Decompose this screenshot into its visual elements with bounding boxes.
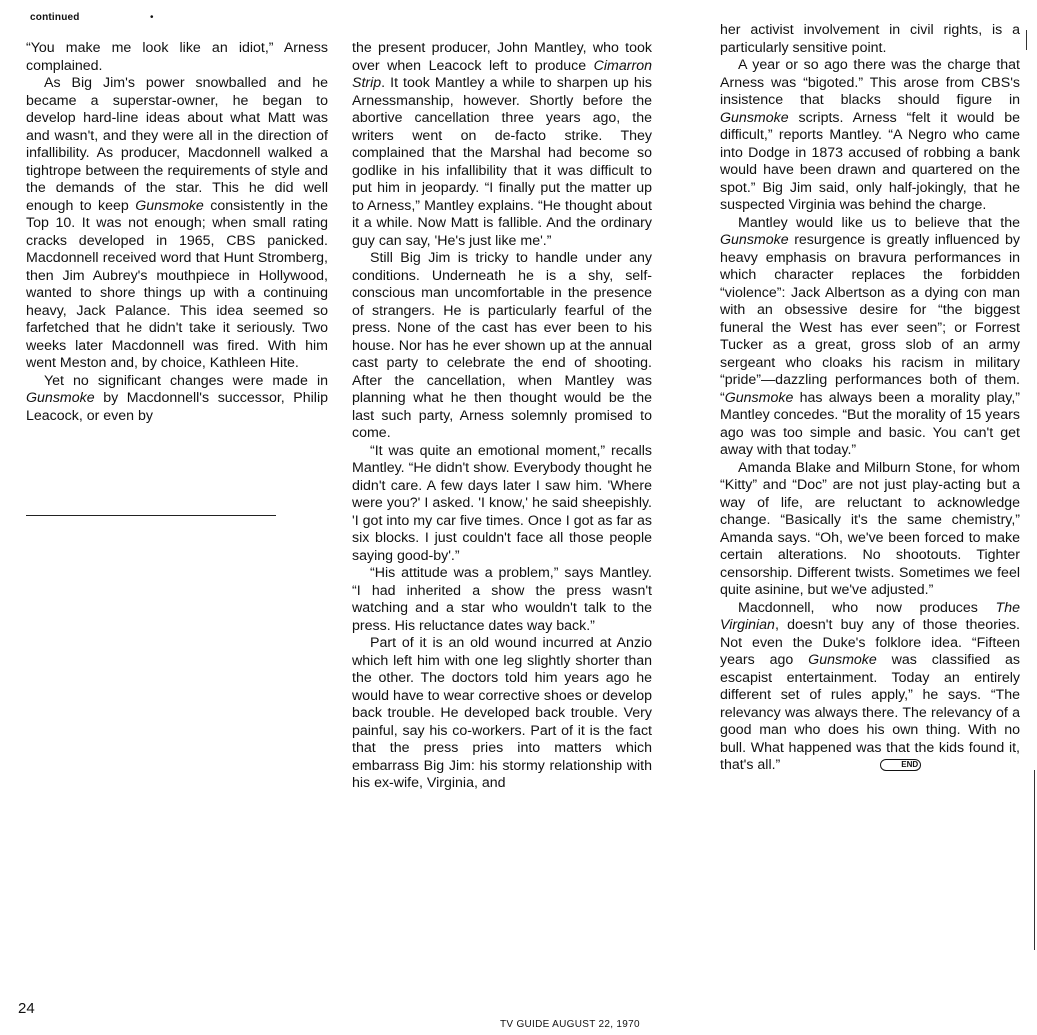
paragraph	[352, 250, 652, 443]
italic-title: Gunsmoke	[724, 389, 794, 406]
paragraph-text: scripts. Arness “felt it would be difficult,” reports Mantley. “A Negro who came into Dodge in 1873 accused of robbing a bank would have been drawn and quartered on the spot.” Big Jim said, only half-jokingly, that he suspected Virginia was behind the charge.	[720, 109, 1020, 213]
paragraph-text: the present producer, John Mantley, who took over when Leacock left to produce	[352, 40, 652, 74]
paragraph	[352, 443, 652, 566]
paragraph-text: Amanda Blake and Milburn Stone, for whom “Kitty” and “Doc” are not just play-acting but a way of life, are reluctant to acknowledge change. “Basically it's the same chemistry,” Amanda says. “Oh, we've been forced to make certain alterations. No shootouts. Tighter censorship. Different twists. Sometimes we feel quite asinine, but we've adjusted.”	[720, 459, 1020, 598]
italic-title: Cimarron Strip	[352, 57, 652, 91]
paragraph-text: has always been a morality play,” Mantley concedes. “But the morality of 15 years ago was too simple and basic. You can't get away with that today.”	[720, 389, 1020, 458]
paragraph	[26, 75, 328, 373]
paragraph-text: “His attitude was a problem,” says Mantley. “I had inherited a show the press wasn't watching and a star who wouldn't talk to the press. His reluctance dates way back.”	[352, 565, 652, 634]
paragraph	[26, 40, 328, 75]
paragraph-text: “You make me look like an idiot,” Arness complained.	[26, 40, 328, 74]
paragraph-text: , doesn't buy any of those theories. Not even the Duke's folklore idea. “Fifteen years ago	[720, 617, 1020, 668]
paragraph-text: by Macdonnell's successor, Philip Leacock, or even by	[26, 390, 328, 424]
margin-rule-top	[1026, 30, 1027, 50]
paragraph	[352, 635, 652, 793]
page-number: 24	[18, 1000, 35, 1017]
paragraph-text: consistently in the Top 10. It was not enough; when small rating cracks developed in 1965, CBS panicked. Macdonnell received word that Hunt Stromberg, then Jim Aubrey's mouthpiece in Hollywood, wanted to shore things up with a continuing heavy, Jack Palance. This idea seemed so farfetched that he didn't take it seriously. Two weeks later Macdonnell was fired. With him went Meston and, by choice, Kathleen Hite.	[26, 197, 328, 371]
paragraph-text: A year or so ago there was the charge that Arness was “bigoted.” This arose from CBS's insistence that blacks should figure in	[720, 57, 1020, 108]
italic-title: Gunsmoke	[26, 390, 95, 406]
paragraph	[720, 57, 1020, 215]
footer-publication: TV GUIDE AUGUST 22, 1970	[500, 1019, 640, 1030]
paragraph	[720, 22, 1020, 57]
paragraph	[720, 215, 1020, 460]
italic-title: Gunsmoke	[808, 652, 877, 668]
italic-title: Gunsmoke	[135, 197, 204, 214]
paragraph	[720, 460, 1020, 600]
column-1	[26, 40, 328, 425]
paragraph	[352, 40, 652, 250]
paragraph-text: her activist involvement in civil rights, is a particularly sensitive point.	[720, 22, 1020, 56]
bullet-mark: •	[150, 12, 154, 23]
paragraph-text: Mantley would like us to believe that the	[738, 214, 1020, 231]
end-mark-icon: END	[880, 759, 921, 771]
paragraph-text: . It took Mantley a while to sharpen up his Arnessmanship, however. Shortly before the abortive cancellation three years ago, the writers went on de-facto strike. They complained that the Marshal had become so godlike in his infallibility that it was difficult to put him in jeopardy. “I finally put the matter up to Arness,” Mantley explains. “He thought about it a while. Now Matt is fallible. And the ordinary guy can say, 'He's just like me'.”	[352, 75, 652, 249]
italic-title: Gunsmoke	[720, 232, 789, 248]
paragraph	[720, 600, 1020, 775]
continued-label: continued	[30, 12, 80, 23]
paragraph	[352, 565, 652, 635]
paragraph-text: resurgence is greatly influenced by heavy emphasis on bravura performances in which character replaces the forbidden “violence”: Jack Albertson as a dying con man with an obsessive desire for “the biggest funeral the West has ever seen”; or Forrest Tucker as a great, gross slob of an army sergeant who cloaks his racism in military “pride”—dazzling performances both of them. “	[720, 232, 1020, 406]
margin-rule-bottom	[1034, 770, 1035, 950]
paragraph-text: Still Big Jim is tricky to handle under any conditions. Underneath he is a shy, self-conscious man uncomfortable in the presence of strangers. He is particularly fearful of the press. None of the cast has ever been to his house. Nor has he ever shown up at the annual cast party to celebrate the end of shooting. After the cancellation, when Mantley was planning what he then thought would be the last such party, Arness solemnly promised to come.	[352, 250, 652, 441]
column-3	[720, 22, 1020, 775]
paragraph-text: Yet no significant changes were made in	[44, 372, 328, 389]
paragraph-text: “It was quite an emotional moment,” recalls Mantley. “He didn't show. Everybody thought he didn't care. A few days later I saw him. 'Where were you?' I asked. 'I know,' he said sheepishly. 'I got into my car five times. Once I got as far as six blocks. I just couldn't face all those people saying good-by'.”	[352, 442, 652, 564]
paragraph	[26, 373, 328, 426]
column-2	[352, 40, 652, 793]
italic-title: Gunsmoke	[720, 109, 789, 126]
column-rule	[26, 515, 276, 516]
paragraph-text: Macdonnell, who now produces	[738, 599, 996, 616]
paragraph-text: was classified as escapist entertainment. Today an entirely different set of rules apply,” he says. “The relevancy was always there. The relevancy of a good man who does his own thing. With no bull. What happened was that the kids found it, that's all.”	[720, 652, 1021, 773]
paragraph-text: Part of it is an old wound incurred at Anzio which left him with one leg slightly shorter than the other. The doctors told him years ago he would have to wear corrective shoes or develop back trouble. He developed back trouble. Very painful, say his co-workers. Part of it is the fact that the press pries into matters which embarrass Big Jim: his stormy relationship with his ex-wife, Virginia, and	[352, 635, 652, 791]
paragraph-text: As Big Jim's power snowballed and he became a superstar-owner, he began to develop hard-line ideas about what Matt was and wasn't, and they were all in the direction of infallibility. As producer, Macdonnell walked a tightrope between the requirements of style and the demands of the star. This he did well enough to keep	[26, 75, 328, 214]
italic-title: The Virginian	[720, 599, 1020, 633]
